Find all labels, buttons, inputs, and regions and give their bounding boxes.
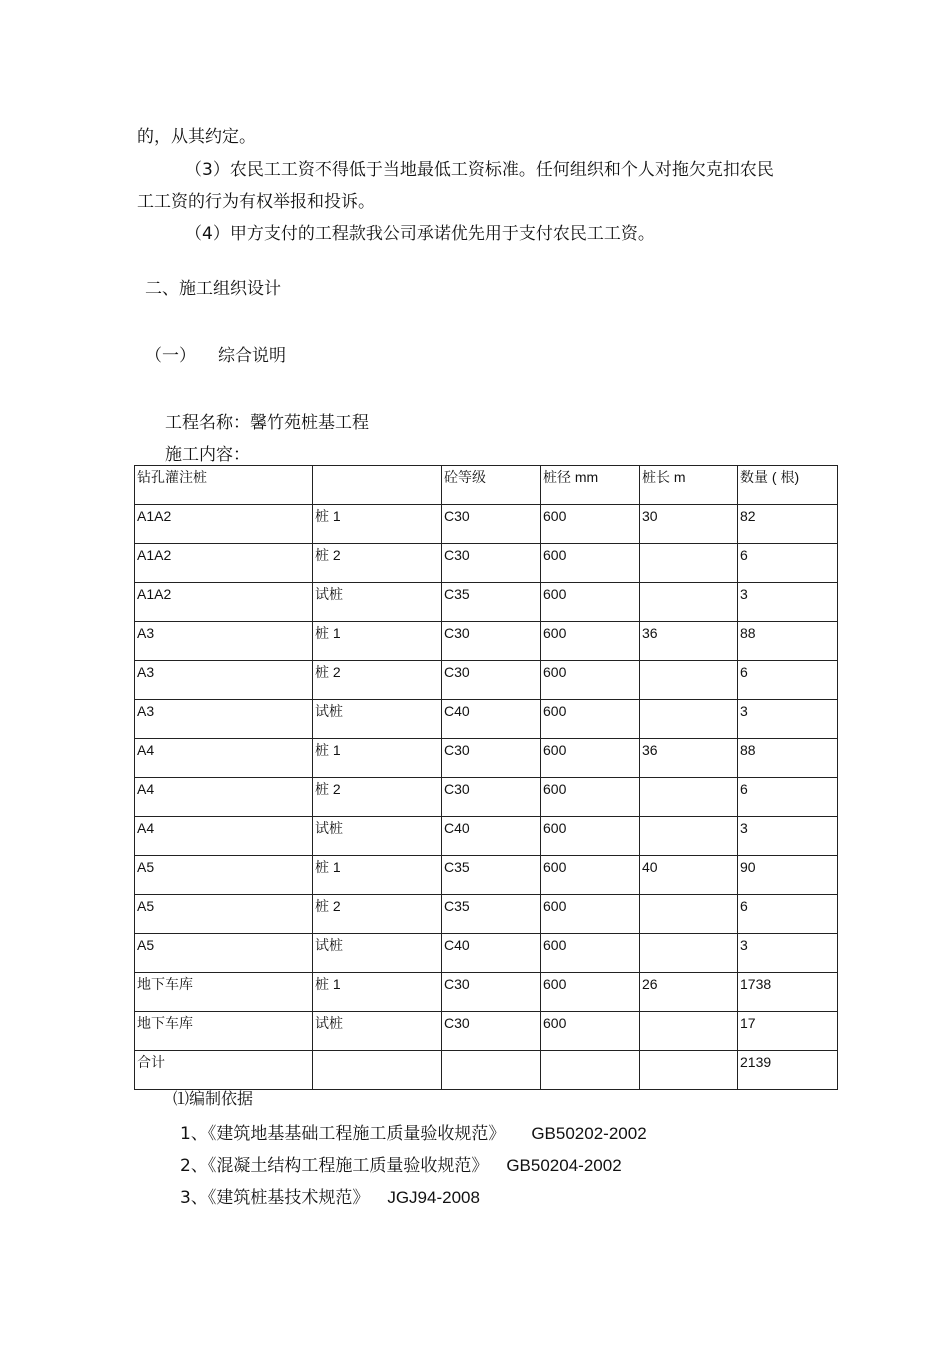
table-cell: C35 [442, 856, 541, 895]
table-header-cell: 数量 ( 根) [738, 466, 838, 505]
table-cell: C30 [442, 505, 541, 544]
project-name: 工程名称：馨竹苑桩基工程 [165, 413, 369, 433]
paragraph-item-3: （3）农民工工资不得低于当地最低工资标准。任何组织和个人对拖欠克扣农民 [185, 160, 774, 180]
reference-title: 《混凝土结构工程施工质量验收规范》 [207, 1156, 489, 1176]
reference-number: 2、 [180, 1156, 208, 1176]
table-cell: 桩 2 [313, 895, 442, 934]
reference-code: GB50202-2002 [531, 1124, 647, 1143]
table-cell [442, 1051, 541, 1090]
table-cell: 6 [738, 778, 838, 817]
table-cell: 17 [738, 1012, 838, 1051]
subsection-number: （一） [145, 346, 196, 366]
table-cell: C35 [442, 583, 541, 622]
table-header-cell: 桩径 mm [541, 466, 640, 505]
table-cell: 桩 1 [313, 622, 442, 661]
table-header-cell: 桩长 m [640, 466, 738, 505]
table-cell: 600 [541, 661, 640, 700]
table-cell: 试桩 [313, 700, 442, 739]
table-cell: 600 [541, 934, 640, 973]
table-cell: 600 [541, 1012, 640, 1051]
reference-item [180, 1183, 480, 1208]
table-cell: 600 [541, 622, 640, 661]
table-cell: 桩 1 [313, 739, 442, 778]
table-row [135, 739, 838, 778]
table-cell: C40 [442, 817, 541, 856]
table-cell: 600 [541, 583, 640, 622]
table-cell: 88 [738, 622, 838, 661]
table-cell: C30 [442, 544, 541, 583]
table-row [135, 622, 838, 661]
table-header-cell: 钻孔灌注桩 [135, 466, 313, 505]
reference-number: 3、 [180, 1188, 208, 1208]
table-cell [541, 1051, 640, 1090]
table-cell: 82 [738, 505, 838, 544]
table-row [135, 895, 838, 934]
table-cell: 桩 1 [313, 856, 442, 895]
table-cell: 3 [738, 817, 838, 856]
reference-item [180, 1119, 647, 1144]
table-cell: 桩 1 [313, 973, 442, 1012]
table-row [135, 700, 838, 739]
table-row [135, 544, 838, 583]
paragraph-continuation: 的，从其约定。 [137, 127, 256, 147]
table-cell: 2139 [738, 1051, 838, 1090]
table-header-cell [313, 466, 442, 505]
table-row [135, 505, 838, 544]
reference-code: JGJ94-2008 [387, 1188, 480, 1207]
table-cell: 试桩 [313, 817, 442, 856]
table-cell: 3 [738, 583, 838, 622]
table-cell: C30 [442, 622, 541, 661]
table-row [135, 934, 838, 973]
table-cell: 6 [738, 895, 838, 934]
table-cell: A4 [135, 778, 313, 817]
reference-number: 1、 [180, 1124, 208, 1144]
table-row [135, 856, 838, 895]
table-cell: A4 [135, 739, 313, 778]
table-cell: 88 [738, 739, 838, 778]
table-cell: 1738 [738, 973, 838, 1012]
table-row [135, 817, 838, 856]
table-row [135, 778, 838, 817]
table-cell [640, 1051, 738, 1090]
table-cell: C40 [442, 700, 541, 739]
table-cell: C30 [442, 1012, 541, 1051]
table-cell: 600 [541, 739, 640, 778]
table-row [135, 1051, 838, 1090]
reference-title: 《建筑桩基技术规范》 [207, 1188, 370, 1208]
table-cell: 26 [640, 973, 738, 1012]
table-cell: C40 [442, 934, 541, 973]
table-cell: 试桩 [313, 1012, 442, 1051]
table-cell [640, 661, 738, 700]
basis-heading: ⑴编制依据 [173, 1089, 254, 1108]
table-cell: 600 [541, 856, 640, 895]
table-cell: 30 [640, 505, 738, 544]
table-row [135, 583, 838, 622]
table-cell: A3 [135, 661, 313, 700]
table-cell: C30 [442, 973, 541, 1012]
table-cell: 6 [738, 661, 838, 700]
table-cell: 90 [738, 856, 838, 895]
table-cell: 地下车库 [135, 1012, 313, 1051]
subsection-heading [145, 341, 286, 366]
table-cell: 600 [541, 895, 640, 934]
table-cell: C30 [442, 661, 541, 700]
table-cell: 600 [541, 817, 640, 856]
table-row [135, 1012, 838, 1051]
table-header-cell: 砼等级 [442, 466, 541, 505]
table-cell: A5 [135, 895, 313, 934]
table-cell: 地下车库 [135, 973, 313, 1012]
table-cell: A5 [135, 856, 313, 895]
subsection-title: 综合说明 [218, 346, 286, 366]
table-cell: C30 [442, 739, 541, 778]
table-cell: 600 [541, 973, 640, 1012]
pile-table [134, 465, 838, 1090]
table-cell [640, 700, 738, 739]
table-cell: 40 [640, 856, 738, 895]
table-cell [640, 895, 738, 934]
table-cell [313, 1051, 442, 1090]
table-cell: 合计 [135, 1051, 313, 1090]
table-cell: 36 [640, 622, 738, 661]
table-row [135, 661, 838, 700]
table-cell: A3 [135, 622, 313, 661]
table-cell: 桩 2 [313, 544, 442, 583]
table-cell: C30 [442, 778, 541, 817]
table-cell: C35 [442, 895, 541, 934]
table-cell [640, 778, 738, 817]
table-cell: 600 [541, 778, 640, 817]
paragraph-item-3-continuation: 工工资的行为有权举报和投诉。 [137, 192, 375, 212]
table-cell: A5 [135, 934, 313, 973]
table-cell: 桩 1 [313, 505, 442, 544]
table-row [135, 973, 838, 1012]
table-cell [640, 544, 738, 583]
reference-item [180, 1151, 622, 1176]
table-cell: 600 [541, 544, 640, 583]
paragraph-item-4: （4）甲方支付的工程款我公司承诺优先用于支付农民工工资。 [185, 224, 655, 244]
table-cell: A3 [135, 700, 313, 739]
table-cell: 600 [541, 505, 640, 544]
table-cell: 桩 2 [313, 661, 442, 700]
table-cell: 36 [640, 739, 738, 778]
section-heading: 二、施工组织设计 [145, 279, 281, 299]
pile-table-body [135, 466, 838, 1090]
table-cell: 桩 2 [313, 778, 442, 817]
reference-code: GB50204-2002 [506, 1156, 622, 1175]
table-cell: A1A2 [135, 544, 313, 583]
table-cell [640, 934, 738, 973]
table-cell: 试桩 [313, 583, 442, 622]
construction-content-label: 施工内容： [165, 445, 250, 465]
table-cell: 600 [541, 700, 640, 739]
table-cell: A1A2 [135, 505, 313, 544]
table-header-row [135, 466, 838, 505]
table-cell: A1A2 [135, 583, 313, 622]
table-cell [640, 583, 738, 622]
table-cell: 6 [738, 544, 838, 583]
table-cell: 3 [738, 700, 838, 739]
table-cell: 3 [738, 934, 838, 973]
table-cell: A4 [135, 817, 313, 856]
table-cell: 试桩 [313, 934, 442, 973]
reference-title: 《建筑地基基础工程施工质量验收规范》 [207, 1124, 506, 1144]
table-cell [640, 817, 738, 856]
table-cell [640, 1012, 738, 1051]
